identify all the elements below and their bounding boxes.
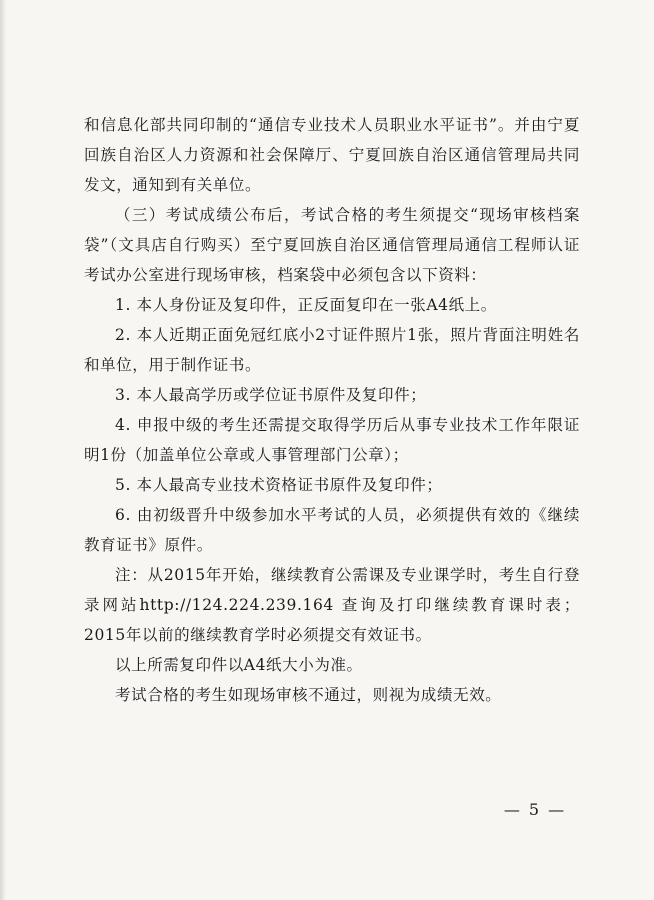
list-item-5: 5. 本人最高专业技术资格证书原件及复印件； xyxy=(115,476,443,494)
page-number: — 5 — xyxy=(503,800,567,819)
validity-note: 考试合格的考生如现场审核不通过，则视为成绩无效。 xyxy=(115,686,502,704)
note-paragraph: 注：从2015年开始，继续教育公需课及专业课学时，考生自行登录网站http://124.224.239.164 查询及打印继续教育课时表；2015年以前的继续教育学时必须提交有效证书。 xyxy=(84,566,580,644)
paragraph-section-three: （三）考试成绩公布后，考试合格的考生须提交“现场审核档案袋”（文具店自行购买）至宁夏回族自治区通信管理局通信工程师认证考试办公室进行现场审核，档案袋中必须包含以下资料： xyxy=(84,206,580,284)
document-body xyxy=(84,110,580,710)
list-item-2: 2. 本人近期正面免冠红底小2寸证件照片1张，照片背面注明姓名和单位，用于制作证书。 xyxy=(84,326,580,374)
copy-size-note: 以上所需复印件以A4纸大小为准。 xyxy=(115,656,363,674)
list-item-6: 6. 由初级晋升中级参加水平考试的人员，必须提供有效的《继续教育证书》原件。 xyxy=(84,506,580,554)
list-item-1: 1. 本人身份证及复印件，正反面复印在一张A4纸上。 xyxy=(115,296,497,314)
list-item-4: 4. 申报中级的考生还需提交取得学历后从事专业技术工作年限证明1份（加盖单位公章或人事管理部门公章）； xyxy=(84,416,580,464)
list-item-3: 3. 本人最高学历或学位证书原件及复印件； xyxy=(115,386,427,404)
scan-edge xyxy=(0,0,6,900)
paragraph-continuation: 和信息化部共同印制的“通信专业技术人员职业水平证书”。并由宁夏回族自治区人力资源和社会保障厅、宁夏回族自治区通信管理局共同发文，通知到有关单位。 xyxy=(84,116,580,194)
